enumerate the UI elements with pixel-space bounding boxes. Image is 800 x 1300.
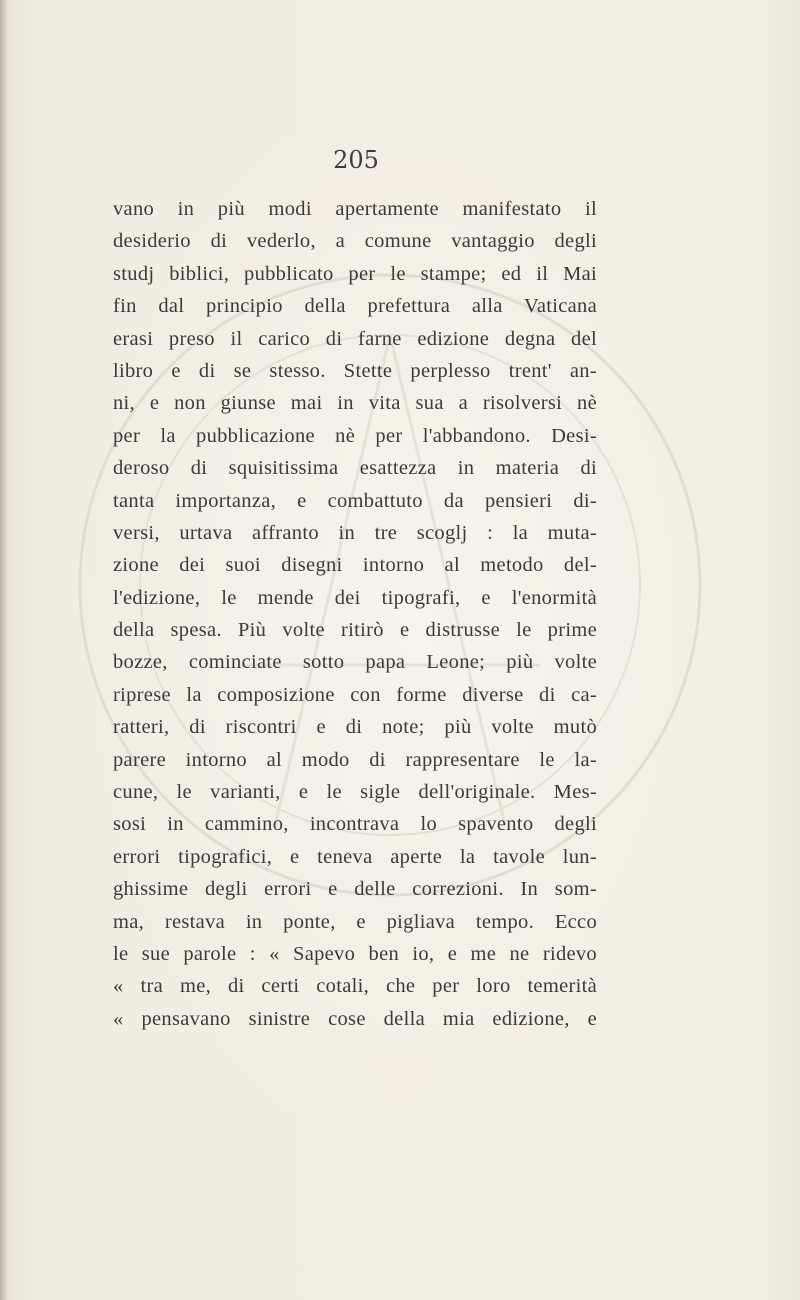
text-line: ghissime degli errori e delle correzioni. In som- xyxy=(113,878,597,901)
text-line: zione dei suoi disegni intorno al metodo del- xyxy=(113,554,597,577)
text-line: erasi preso il carico di farne edizione degna del xyxy=(113,327,597,350)
text-line: « pensavano sinistre cose della mia edizione, e xyxy=(113,1007,597,1030)
text-line: l'edizione, le mende dei tipografi, e l'enormità xyxy=(113,586,597,609)
text-line: le sue parole : « Sapevo ben io, e me ne ridevo xyxy=(113,942,597,965)
text-line: tanta importanza, e combattuto da pensieri di- xyxy=(113,489,597,512)
text-line: vano in più modi apertamente manifestato il xyxy=(113,198,597,220)
text-line: fin dal principio della prefettura alla Vaticana xyxy=(113,295,597,318)
text-line: ma, restava in ponte, e pigliava tempo. Ecco xyxy=(113,910,597,933)
text-line: bozze, cominciate sotto papa Leone; più volte xyxy=(113,651,597,674)
text-line: versi, urtava affranto in tre scoglj : la muta- xyxy=(113,521,597,544)
text-line: parere intorno al modo di rappresentare le la- xyxy=(113,748,597,771)
text-line: per la pubblicazione nè per l'abbandono. Desi- xyxy=(113,424,597,447)
text-line: desiderio di vederlo, a comune vantaggio degli xyxy=(113,230,597,253)
page-spine-shadow xyxy=(0,0,6,1300)
text-line: errori tipografici, e teneva aperte la tavole lun- xyxy=(113,845,597,868)
body-text xyxy=(113,193,597,1035)
text-line: riprese la composizione con forme diverse di ca- xyxy=(113,683,597,706)
text-line: ratteri, di riscontri e di note; più volte mutò xyxy=(113,716,597,739)
text-line: sosi in cammino, incontrava lo spavento degli xyxy=(113,813,597,836)
text-line: « tra me, di certi cotali, che per loro temerità xyxy=(113,975,597,998)
page-number: 205 xyxy=(333,146,379,174)
text-line: della spesa. Più volte ritirò e distrusse le prime xyxy=(113,619,597,642)
text-line: libro e di se stesso. Stette perplesso trent' an- xyxy=(113,359,597,382)
text-line: studj biblici, pubblicato per le stampe; ed il Mai xyxy=(113,262,597,285)
text-line: ni, e non giunse mai in vita sua a risolversi nè xyxy=(113,392,597,415)
text-line: deroso di squisitissima esattezza in materia di xyxy=(113,457,597,480)
text-line: cune, le varianti, e le sigle dell'originale. Mes- xyxy=(113,781,597,804)
